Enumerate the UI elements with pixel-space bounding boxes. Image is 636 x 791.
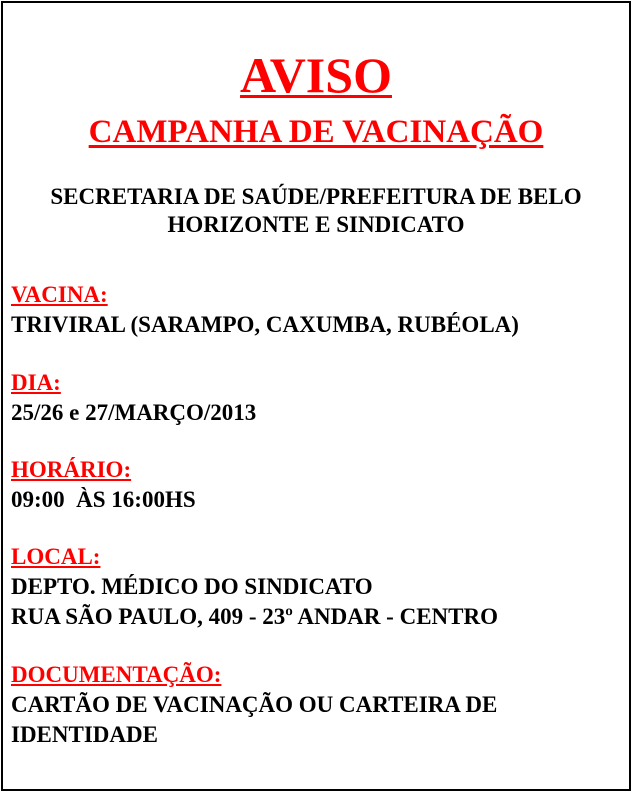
local-line-1: DEPTO. MÉDICO DO SINDICATO — [11, 574, 373, 599]
notice-subtitle: CAMPANHA DE VACINAÇÃO — [88, 114, 544, 150]
vacina-value: TRIVIRAL (SARAMPO, CAXUMBA, RUBÉOLA) — [11, 312, 519, 337]
local-line-2: RUA SÃO PAULO, 409 - 23º ANDAR - CENTRO — [11, 604, 498, 629]
dia-section — [11, 368, 621, 428]
documentacao-label: DOCUMENTAÇÃO: — [11, 662, 222, 687]
horario-label: HORÁRIO: — [11, 457, 132, 482]
documentacao-line-2: IDENTIDADE — [11, 722, 158, 747]
dia-label: DIA: — [11, 370, 61, 395]
notice-frame — [1, 1, 631, 791]
vacina-label: VACINA: — [11, 282, 108, 307]
horario-section — [11, 455, 621, 515]
notice-title: AVISO — [240, 47, 392, 103]
documentacao-line-1: CARTÃO DE VACINAÇÃO OU CARTEIRA DE — [11, 692, 498, 717]
organization-line-2: HORIZONTE E SINDICATO — [167, 212, 465, 237]
local-label: LOCAL: — [11, 544, 101, 569]
local-section — [11, 542, 621, 632]
dia-value: 25/26 e 27/MARÇO/2013 — [11, 400, 257, 425]
organization-line-1: SECRETARIA DE SAÚDE/PREFEITURA DE BELO — [50, 184, 582, 209]
vacina-section — [11, 280, 621, 340]
horario-value: 09:00 ÀS 16:00HS — [11, 487, 196, 512]
organization-block — [3, 183, 629, 239]
documentacao-section — [11, 660, 621, 750]
